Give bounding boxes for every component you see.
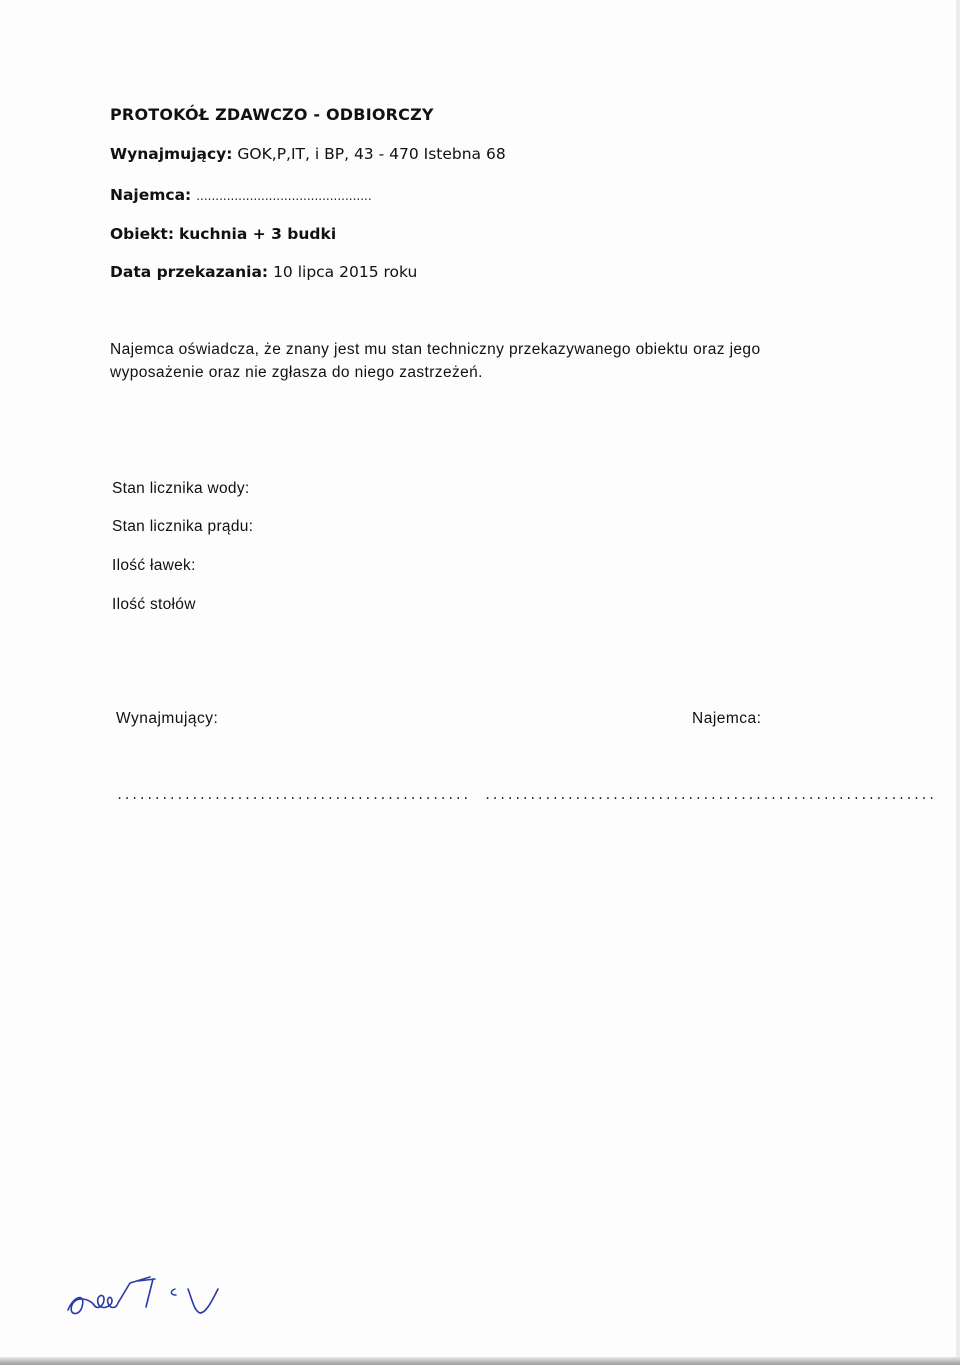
landlord-signature-line: ............................................... [116,788,470,802]
landlord-value: GOK,P,IT, i BP, 43 - 470 Istebna 68 [237,145,506,163]
tenant-signature-line: ............................................................ [484,788,936,802]
tables-count-field: Ilość stołów [112,596,196,613]
tenant-statement [110,338,870,384]
landlord-row [110,145,506,163]
tenant-label: Najemca: [110,186,192,204]
electricity-meter-field: Stan licznika prądu: [112,518,254,535]
statement-line-2: wyposażenie oraz nie zgłasza do niego zastrzeżeń. [110,364,483,381]
object-label: Obiekt: [110,225,175,243]
handover-date-label: Data przekazania: [110,263,269,281]
object-value: kuchnia + 3 budki [178,225,337,243]
handwritten-signature [60,1265,260,1325]
statement-line-1: Najemca oświadcza, że znany jest mu stan techniczny przekazywanego obiektu oraz jego [110,341,761,358]
handover-date-value: 10 lipca 2015 roku [273,263,418,281]
water-meter-field: Stan licznika wody: [112,480,250,497]
scan-edge-bottom [0,1357,960,1365]
scan-edge-right [956,0,960,1357]
object-row [110,225,336,243]
handover-date-row [110,263,417,281]
landlord-label: Wynajmujący: [110,145,233,163]
document-title: PROTOKÓŁ ZDAWCZO - ODBIORCZY [110,105,434,124]
benches-count-field: Ilość ławek: [112,557,196,574]
tenant-value-blank: .............................................. [196,189,372,203]
tenant-signature-label: Najemca: [692,710,762,727]
tenant-row [110,186,372,204]
landlord-signature-label: Wynajmujący: [116,710,219,727]
